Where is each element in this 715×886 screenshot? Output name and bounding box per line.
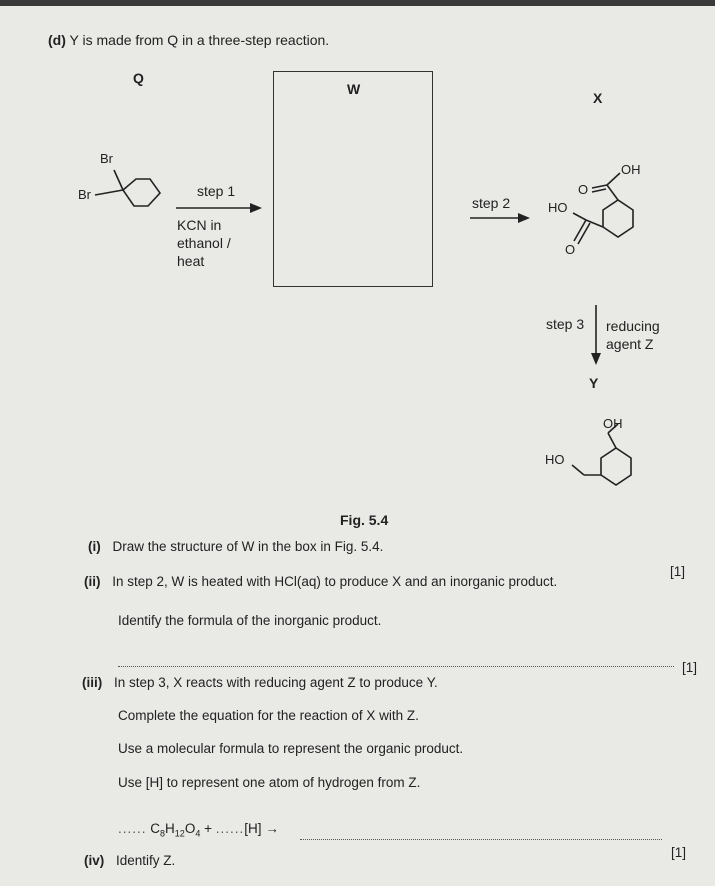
part-i-label: (i) (88, 539, 101, 554)
x-carbonyl-o-upper: O (578, 182, 589, 197)
equation (118, 821, 279, 839)
equation-hydrogen: [H] (244, 821, 262, 836)
step-2-arrow (470, 212, 540, 224)
compound-y-structure (540, 410, 650, 505)
compound-w-label: W (347, 81, 361, 97)
part-i-marks: [1] (670, 564, 686, 579)
figure-caption: Fig. 5.4 (340, 512, 389, 528)
x-oh-upper: OH (621, 162, 641, 177)
x-ho-lower: HO (548, 200, 568, 215)
answer-box-w[interactable] (273, 71, 433, 287)
equation-plus: + (204, 821, 212, 836)
step-3-arrow (590, 305, 604, 367)
x-carbonyl-o-lower: O (565, 242, 576, 257)
equation-product-line[interactable] (300, 839, 662, 840)
compound-q-label: Q (133, 70, 144, 86)
step-3-label: step 3 (546, 316, 585, 332)
compound-x-structure (540, 155, 650, 265)
part-iii-line-2: Use a molecular formula to represent the organic product. (118, 741, 464, 756)
step-1-reagent-3: heat (177, 253, 205, 269)
y-ho: HO (545, 452, 565, 467)
top-edge (0, 0, 715, 6)
step-1-arrow (176, 202, 266, 214)
part-ii (84, 574, 557, 589)
part-iii-text: In step 3, X reacts with reducing agent Z to produce Y. (114, 675, 438, 690)
equation-reactant: $C_8H_{12}O_4$ (150, 821, 201, 839)
part-iv (84, 853, 175, 868)
part-ii-marks: [1] (682, 660, 698, 675)
step-3-reagent-1: reducing (606, 318, 660, 334)
equation-blank-1[interactable]: ...... (118, 821, 147, 836)
part-ii-text: In step 2, W is heated with HCl(aq) to produce X and an inorganic product. (112, 574, 558, 589)
part-d-label: (d) (48, 32, 66, 48)
part-iii (82, 675, 438, 690)
compound-x-label: X (593, 90, 603, 106)
part-ii-label: (ii) (84, 574, 101, 589)
part-iii-marks: [1] (671, 845, 687, 860)
part-d-question (48, 32, 329, 48)
part-iii-line-1: Complete the equation for the reaction of X with Z. (118, 708, 419, 723)
step-2-label: step 2 (472, 195, 511, 211)
bromine-top: Br (100, 151, 113, 166)
part-i (88, 539, 383, 554)
part-iv-label: (iv) (84, 853, 105, 868)
bromine-left: Br (78, 187, 91, 202)
step-1-reagent-1: KCN in (177, 217, 222, 233)
part-iii-label: (iii) (82, 675, 103, 690)
part-iv-text: Identify Z. (116, 853, 176, 868)
compound-y-label: Y (589, 375, 599, 391)
part-i-text: Draw the structure of W in the box in Fig. 5.4. (112, 539, 384, 554)
part-d-text: Y is made from Q in a three-step reaction. (69, 32, 330, 48)
y-oh: OH (603, 416, 623, 431)
part-iii-line-3: Use [H] to represent one atom of hydrogen from Z. (118, 775, 421, 790)
compound-q-structure (80, 150, 170, 230)
step-1-label: step 1 (197, 183, 236, 199)
equation-blank-2[interactable]: ...... (215, 821, 245, 836)
step-3-reagent-2: agent Z (606, 336, 654, 352)
step-1-reagent-2: ethanol / (177, 235, 231, 251)
equation-arrow: → (265, 821, 279, 836)
part-ii-answer-line[interactable] (118, 666, 674, 667)
part-ii-instruction: Identify the formula of the inorganic product. (118, 613, 382, 628)
